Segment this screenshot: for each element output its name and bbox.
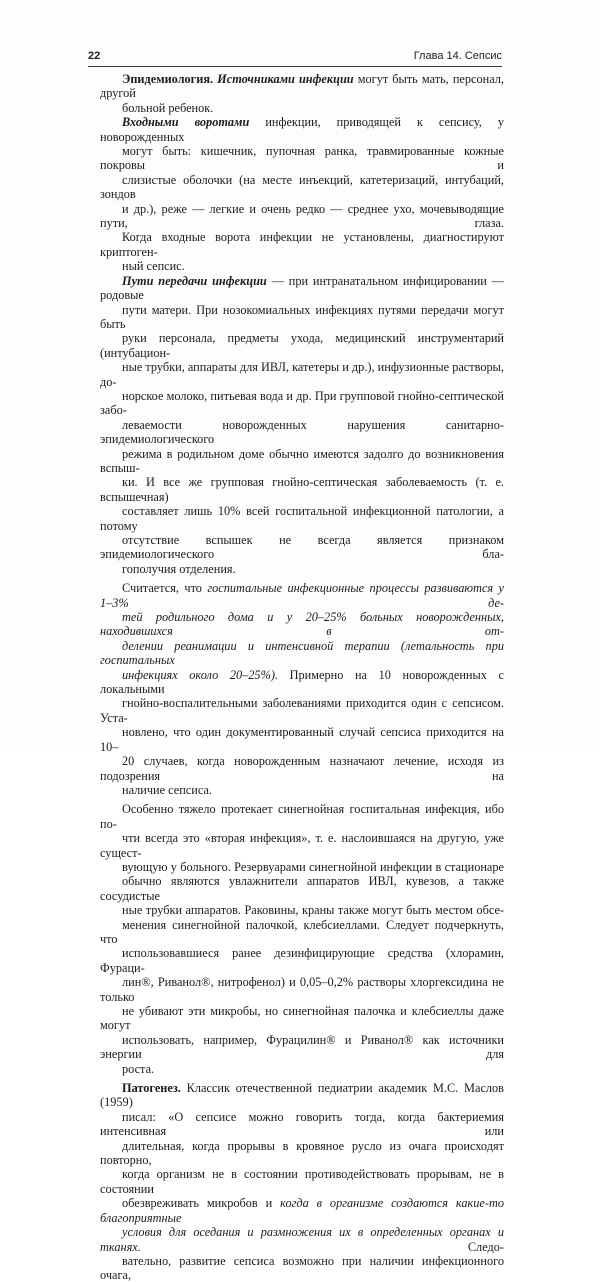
- text-line: Пути передачи инфекции — при интранатальном инфицировании — родовые: [100, 273, 504, 303]
- section-heading: Эпидемиология.: [122, 72, 214, 86]
- text-line: делении реанимации и интенсивной терапии (летальность при госпитальных: [100, 638, 504, 668]
- text-line: инфекциях около 20–25%). Примерно на 10 новорожденных с локальными: [100, 667, 504, 697]
- text-line: писал: «О сепсисе можно говорить тогда, когда бактериемия интенсивная или: [100, 1109, 504, 1139]
- page-number: 22: [88, 50, 101, 62]
- paragraph-entry-gates: [100, 115, 504, 273]
- text-line: и др.), реже — легкие и очень редко — среднее ухо, мочевыводящие пути, глаза.: [100, 201, 504, 231]
- text-line: могут быть: кишечник, пупочная ранка, травмированные кожные покровы и: [100, 144, 504, 173]
- paragraph-pseudomonas: [100, 802, 504, 1076]
- text-line: руки персонала, предметы ухода, медицинский инструментарий (интубацион-: [100, 331, 504, 360]
- term-emphasis: Входными воротами: [122, 115, 250, 130]
- text-line: когда организм не в состоянии противодействовать прорывам, не в состоянии: [100, 1167, 504, 1196]
- text-line: чти всегда это «вторая инфекция», т. е. наслоившаяся на другую, уже сущест-: [100, 831, 504, 860]
- text-line: слизистые оболочки (на месте инъекций, катетеризаций, интубаций, зондов: [100, 172, 504, 202]
- text-line: менения синегнойной палочкой, клебсиеллами. Следует подчеркнуть, что: [100, 917, 504, 946]
- text-line: режима в родильном доме обычно имеются задолго до возникновения вспыш-: [100, 446, 504, 475]
- paragraph-pathogenesis: [100, 1081, 504, 1283]
- text-line: использовавшиеся ранее дезинфицирующие средства (хлорамин, Фураци-: [100, 946, 504, 975]
- text-line: вующую у больного. Резервуарами синегнойной инфекции в стационаре: [122, 859, 504, 874]
- italic-emphasis: условия для оседания и размножения их в определенных органах и тканях.: [100, 1225, 504, 1254]
- chapter-title: Глава 14. Сепсис: [413, 50, 502, 62]
- text-line: гополучия отделения.: [122, 561, 236, 576]
- text-line: Входными воротами инфекции, приводящей к сепсису, у новорожденных: [100, 115, 504, 144]
- section-heading: Патогенез.: [122, 1081, 181, 1096]
- text-line: новлено, что один документированный случай сепсиса приходится на 10–: [100, 725, 504, 754]
- term-emphasis: Пути передачи инфекции: [122, 273, 267, 288]
- text-line: больной ребенок.: [122, 100, 214, 115]
- paragraph-epidemiology: [100, 72, 504, 115]
- text-line: составляет лишь 10% всей госпитальной инфекционной патологии, а потому: [100, 504, 504, 533]
- text-line: Особенно тяжело протекает синегнойная госпитальная инфекция, ибо по-: [100, 802, 504, 831]
- text-line: длительная, когда прорывы в кровяное русло из очага происходят повторно,: [100, 1138, 504, 1168]
- text-line: не убивают эти микробы, но синегнойная палочка и клебсиеллы даже могут: [100, 1004, 504, 1033]
- text-line: Эпидемиология. Источниками инфекции могут быть мать, персонал, другой: [100, 72, 504, 101]
- text-line: отсутствие вспышек не всегда является признаком эпидемиологического бла-: [100, 533, 504, 562]
- text-line: Считается, что госпитальные инфекционные процессы развиваются у 1–3% де-: [100, 581, 505, 610]
- text-line: Патогенез. Классик отечественной педиатрии академик М.С. Маслов (1959): [100, 1081, 504, 1110]
- text-line: 20 случаев, когда новорожденным назначают лечение, исходя из подозрения на: [100, 754, 504, 783]
- italic-emphasis: когда в организме создаются какие-то благоприятные: [100, 1196, 504, 1225]
- text-line: роста.: [122, 1061, 155, 1076]
- text-line: обычно являются увлажнители аппаратов ИВЛ, кувезов, а также сосудистые: [100, 874, 504, 903]
- text-line: ный сепсис.: [122, 259, 185, 274]
- paragraph-transmission: [100, 274, 504, 577]
- text-line: норское молоко, питьевая вода и др. При групповой гнойно-септической забо-: [100, 388, 504, 418]
- text-line: гнойно-воспалительными заболеваниями приходится один с сепсисом. Уста-: [100, 696, 504, 725]
- text-line: леваемости новорожденных нарушения санитарно-эпидемиологического: [100, 417, 504, 447]
- text-line: пути матери. При нозокомиальных инфекциях путями передачи могут быть: [100, 302, 504, 331]
- running-head: [88, 48, 502, 64]
- page-body: [100, 72, 504, 1283]
- italic-emphasis: госпитальные инфекционные процессы развиваются у 1–3% де-: [100, 581, 505, 610]
- text-line: наличие сепсиса.: [122, 782, 212, 797]
- term-emphasis: Источниками инфекции: [217, 72, 354, 86]
- text-line: использовать, например, Фурацилин® и Риванол® как источники энергии для: [100, 1032, 504, 1062]
- paragraph-hospital-infections: [100, 581, 504, 797]
- header-rule: [88, 66, 502, 67]
- text-line: ные трубки аппаратов. Раковины, краны также могут быть местом обсе-: [122, 903, 504, 918]
- text-line: тей родильного дома и у 20–25% больных новорожденных, находившихся в от-: [100, 610, 504, 639]
- text-line: вательно, развитие сепсиса возможно при наличии инфекционного очага,: [100, 1253, 504, 1283]
- text-line: ки. И все же групповая гнойно-септическая заболеваемость (т. е. вспышечная): [100, 475, 504, 504]
- text-line: ные трубки, аппараты для ИВЛ, катетеры и др.), инфузионные растворы, до-: [100, 360, 504, 389]
- text-line: Когда входные ворота инфекции не установлены, диагностируют криптоген-: [100, 230, 504, 259]
- text-line: лин®, Риванол®, нитрофенол) и 0,05–0,2% растворы хлоргексидина не только: [100, 975, 504, 1004]
- text-line: обезвреживать микробов и когда в организме создаются какие-то благоприятные: [100, 1196, 504, 1225]
- text-line: условия для оседания и размножения их в определенных органах и тканях. Следо-: [100, 1225, 504, 1254]
